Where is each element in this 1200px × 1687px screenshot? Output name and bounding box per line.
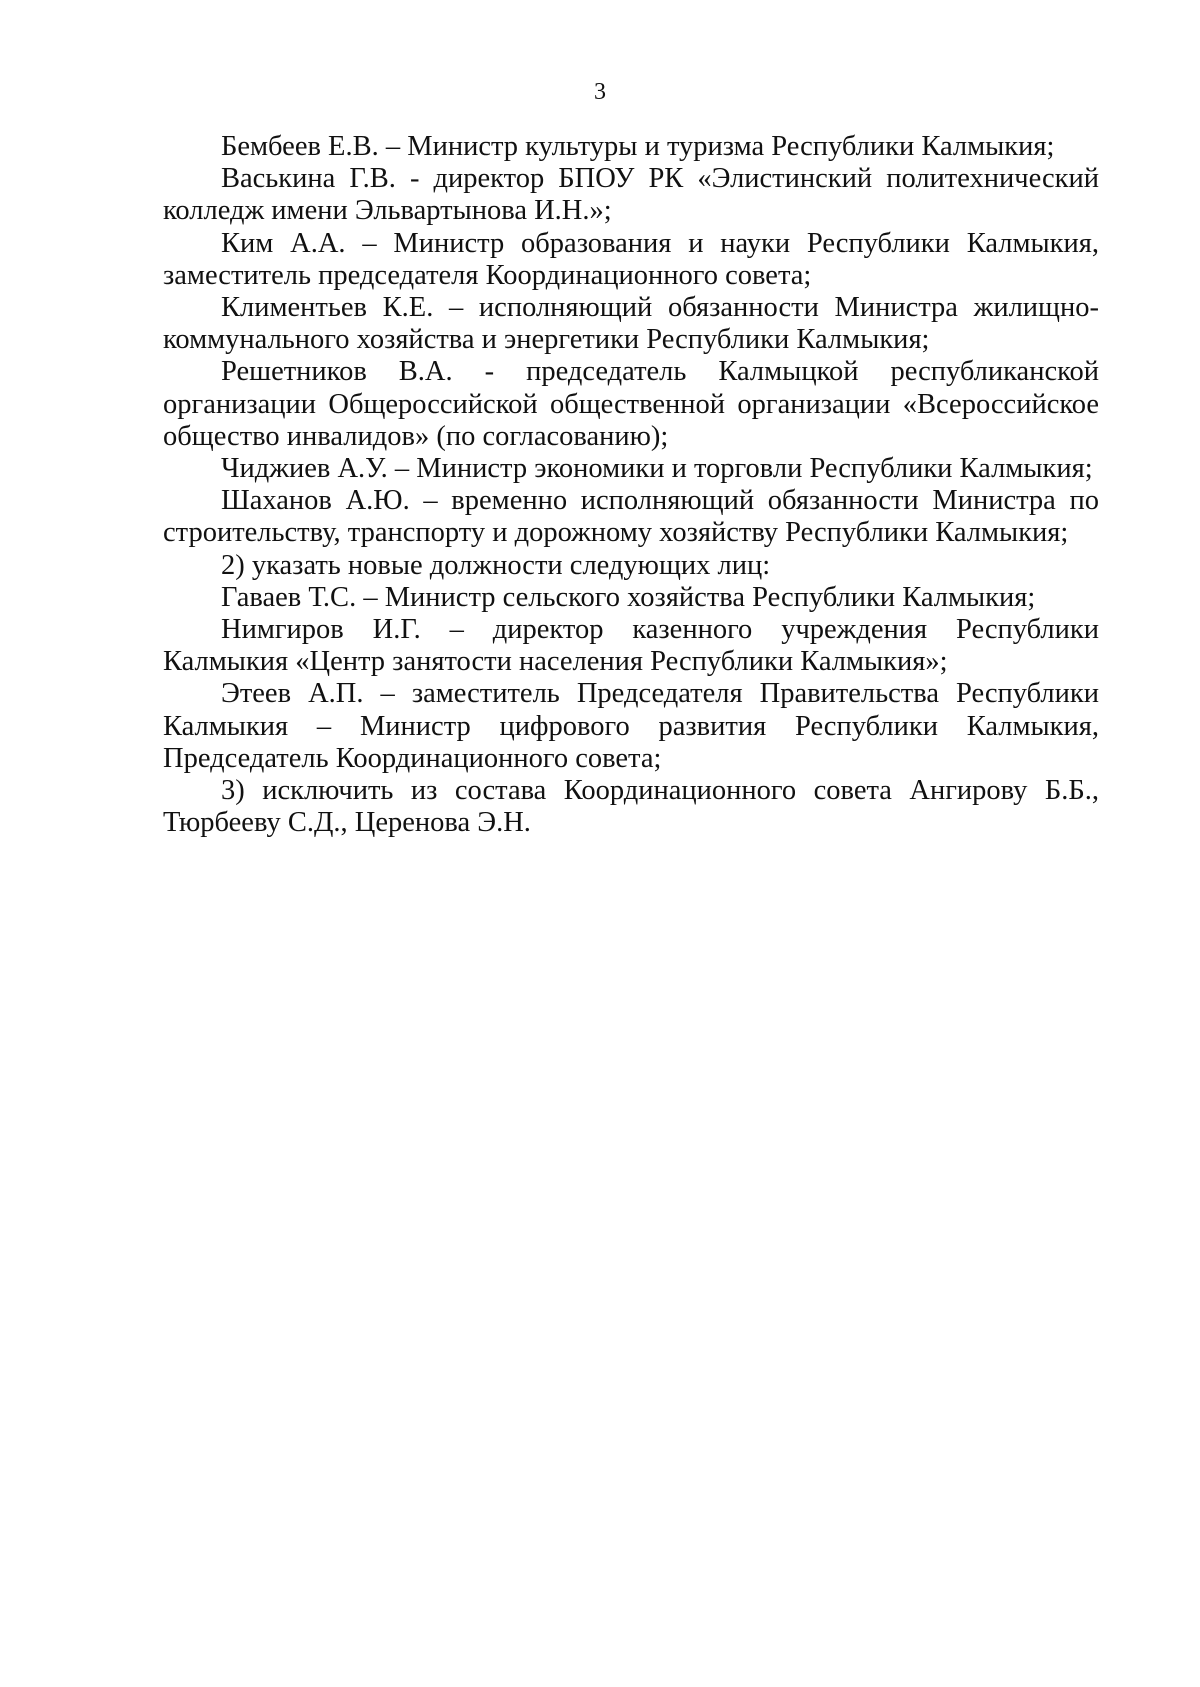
paragraph-nimgirov: Нимгиров И.Г. – директор казенного учреждения Республики Калмыкия «Центр занятости населения Республики Калмыкия»; [163,614,1099,678]
paragraph-bembeev: Бембеев Е.В. – Министр культуры и туризма Республики Калмыкия; [221,131,1055,162]
paragraph-gavaev: Гаваев Т.С. – Министр сельского хозяйства Республики Калмыкия; [221,581,1036,613]
paragraph-chidzhiev: Чиджиев А.У. – Министр экономики и торговли Республики Калмыкия; [221,453,1093,485]
paragraph-item-2: 2) указать новые должности следующих лиц: [221,549,771,581]
document-body [163,131,1099,839]
paragraph-kim: Ким А.А. – Министр образования и науки Республики Калмыкия, заместитель председателя Координационного совета; [163,227,1099,291]
paragraph-item-3: 3) исключить из состава Координационного совета Ангирову Б.Б., Тюрбееву С.Д., Церенова Э.Н. [163,775,1099,839]
paragraph-klimentev: Климентьев К.Е. – исполняющий обязанности Министра жилищно-коммунального хозяйства и энергетики Республики Калмыкия; [163,292,1099,356]
paragraph-eteev: Этеев А.П. – заместитель Председателя Правительства Республики Калмыкия – Министр цифрового развития Республики Калмыкия, Председатель Координационного совета; [163,678,1099,774]
paragraph-reshetnikov: Решетников В.А. - председатель Калмыцкой республиканской организации Общероссийской общественной организации «Всероссийское общество инвалидов» (по согласованию); [163,356,1099,452]
paragraph-vaskina: Васькина Г.В. - директор БПОУ РК «Элистинский политехнический колледж имени Эльвартынова И.Н.»; [163,163,1099,227]
page-number: 3 [594,79,606,105]
paragraph-shakhanov: Шаханов А.Ю. – временно исполняющий обязанности Министра по строительству, транспорту и дорожному хозяйству Республики Калмыкия; [163,485,1099,549]
